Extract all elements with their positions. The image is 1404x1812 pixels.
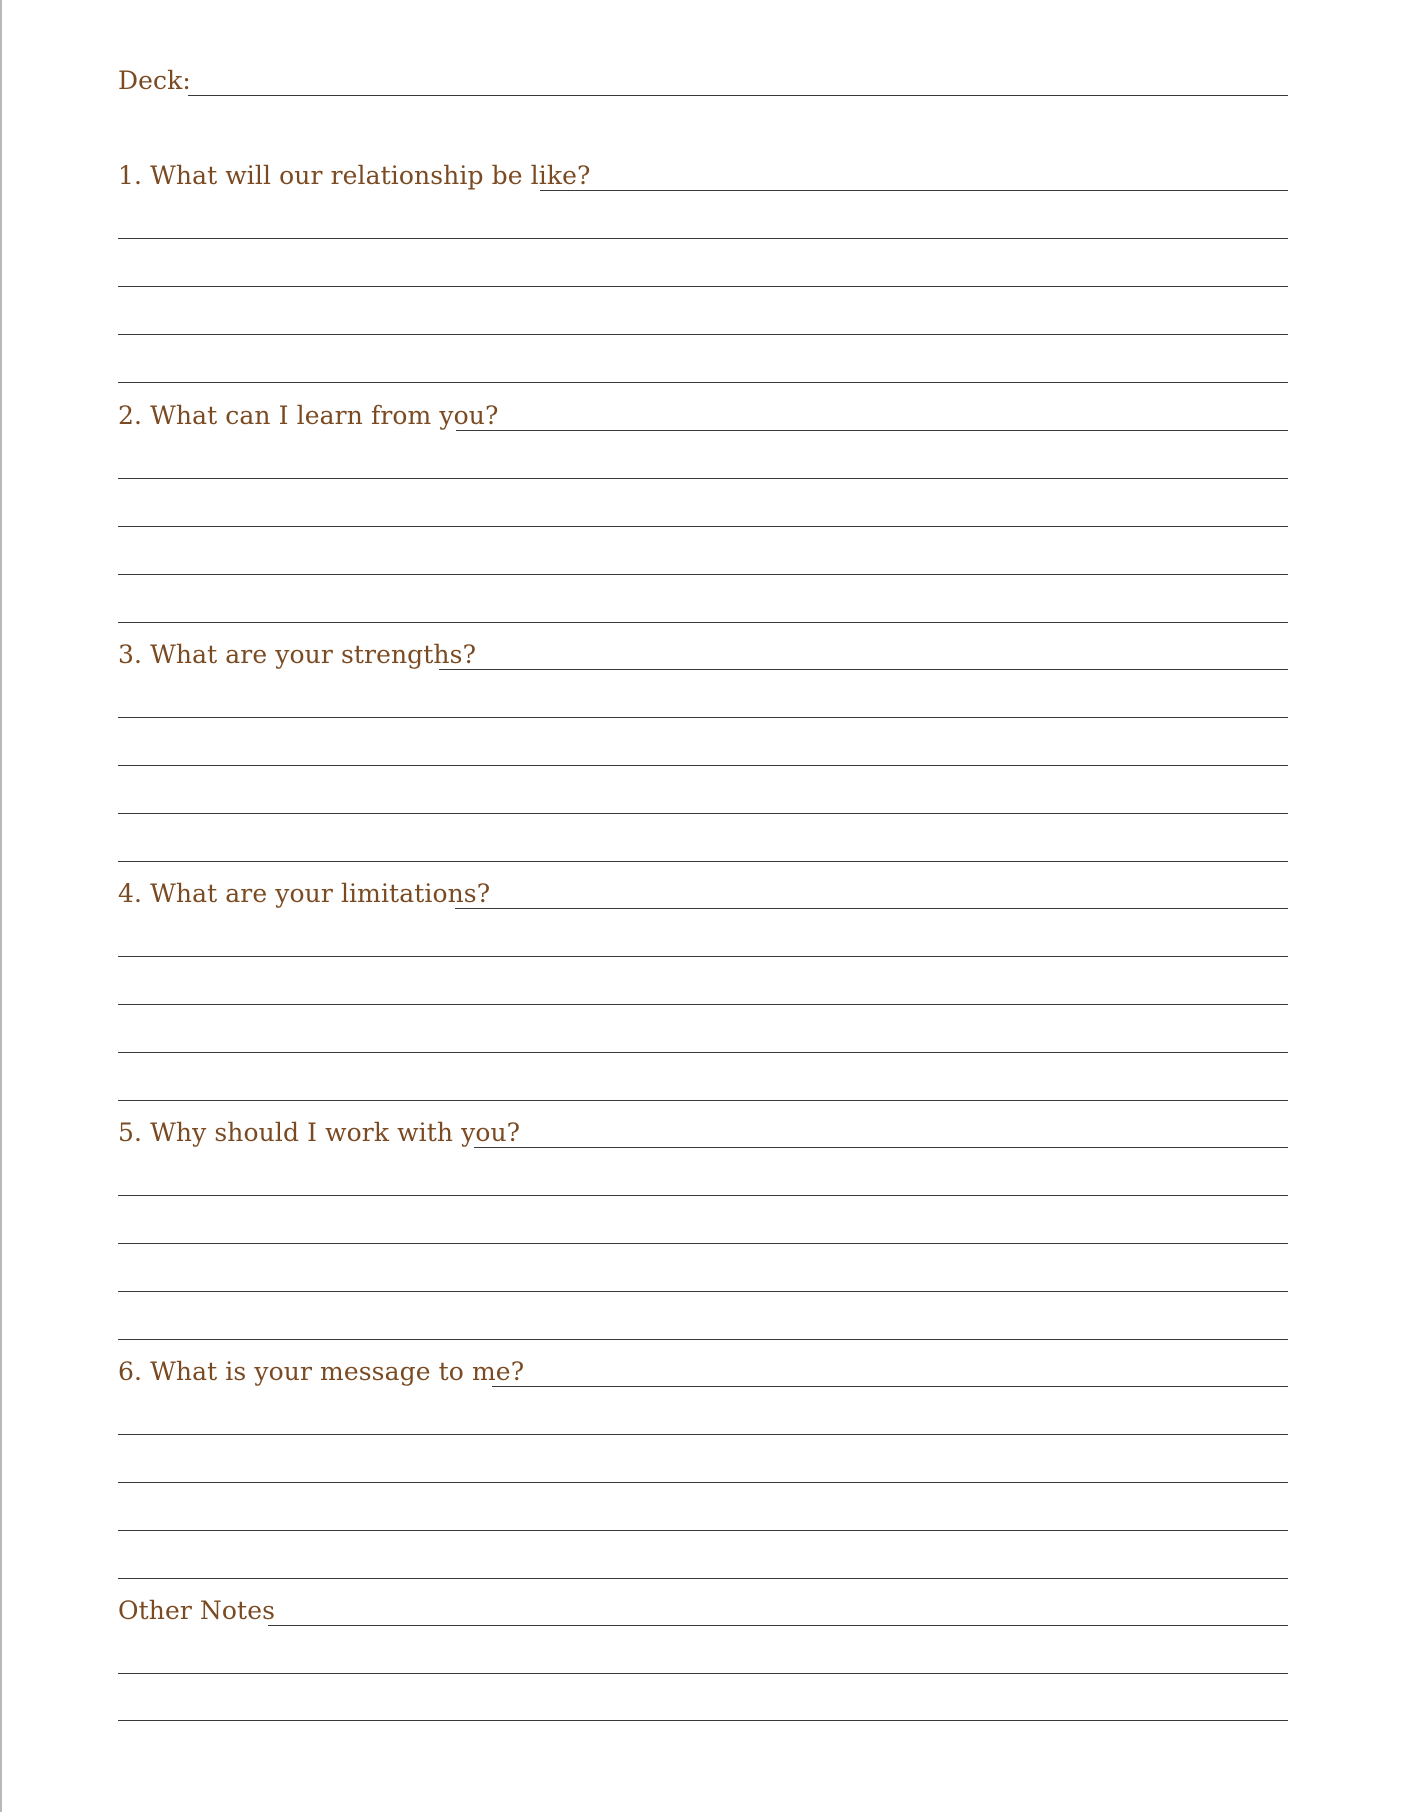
question-1-line-5	[118, 335, 1288, 383]
question-3-label: 3. What are your strengths?	[118, 640, 477, 669]
question-6-line-2	[118, 1387, 1288, 1435]
question-6-line-3	[118, 1435, 1288, 1483]
question-2-line-5	[118, 575, 1288, 623]
question-2-line-3	[118, 479, 1288, 527]
question-4-row	[118, 861, 1288, 909]
question-6-label: 6. What is your message to me?	[118, 1357, 525, 1386]
question-1-label: 1. What will our relationship be like?	[118, 161, 591, 190]
question-5-label: 5. Why should I work with you?	[118, 1118, 521, 1147]
question-5-line-3	[118, 1196, 1288, 1244]
question-3-row	[118, 622, 1288, 670]
other-notes-label: Other Notes	[118, 1596, 276, 1625]
question-1-line-2	[118, 191, 1288, 239]
question-3-line-3	[118, 718, 1288, 766]
question-2-row	[118, 383, 1288, 431]
question-4-label: 4. What are your limitations?	[118, 879, 491, 908]
question-5-line-2	[118, 1148, 1288, 1196]
question-2-label: 2. What can I learn from you?	[118, 401, 499, 430]
question-5-row	[118, 1100, 1288, 1148]
deck-label: Deck:	[118, 66, 191, 95]
deck-answer-line[interactable]	[188, 95, 1288, 96]
question-1-row	[118, 143, 1288, 191]
answer-line[interactable]	[118, 1720, 1288, 1721]
other-notes-row	[118, 1578, 1288, 1626]
question-1-line-3	[118, 239, 1288, 287]
question-4-line-3	[118, 957, 1288, 1005]
question-5-line-5	[118, 1292, 1288, 1340]
question-4-line-5	[118, 1053, 1288, 1101]
question-2-line-2	[118, 431, 1288, 479]
page-left-border	[0, 0, 2, 1812]
question-6-row	[118, 1339, 1288, 1387]
question-4-line-2	[118, 909, 1288, 957]
question-3-line-5	[118, 814, 1288, 862]
question-3-line-4	[118, 766, 1288, 814]
deck-row	[118, 48, 1288, 96]
question-3-line-2	[118, 670, 1288, 718]
other-notes-line-3	[118, 1673, 1288, 1721]
question-2-line-4	[118, 527, 1288, 575]
question-1-line-4	[118, 287, 1288, 335]
question-6-line-4	[118, 1483, 1288, 1531]
question-4-line-4	[118, 1005, 1288, 1053]
question-6-line-5	[118, 1531, 1288, 1579]
other-notes-line-2	[118, 1626, 1288, 1674]
question-5-line-4	[118, 1244, 1288, 1292]
